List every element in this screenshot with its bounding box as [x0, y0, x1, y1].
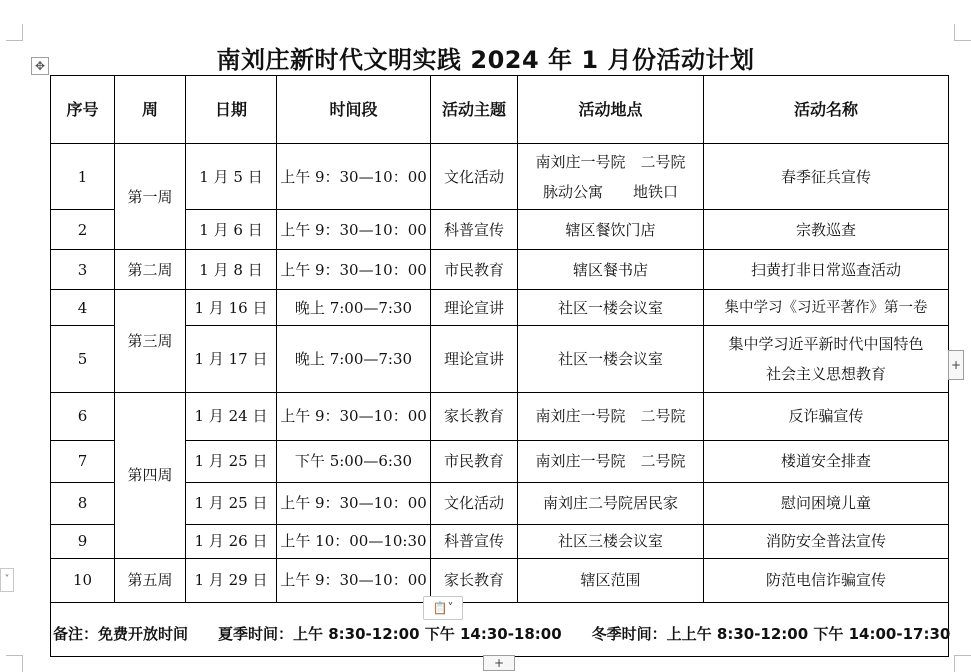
cell-date: 1 月 8 日: [186, 250, 277, 290]
table-row: [51, 524, 949, 558]
table-row: [51, 290, 949, 326]
cell-activity: 集中学习《习近平著作》第一卷: [704, 290, 949, 326]
paste-options-button[interactable]: [423, 596, 463, 620]
cell-theme: 理论宣讲: [431, 326, 518, 392]
crop-mark-top-left: [6, 24, 23, 41]
add-column-button[interactable]: [948, 350, 964, 380]
header-week: 周: [115, 76, 186, 144]
cell-date: 1 月 26 日: [186, 524, 277, 558]
cell-location: 南刘庄一号院 二号院: [518, 392, 704, 440]
cell-theme: 文化活动: [431, 482, 518, 524]
document-title: 南刘庄新时代文明实践 2024 年 1 月份活动计划: [216, 46, 755, 74]
cell-activity: 集中学习近平新时代中国特色 社会主义思想教育: [704, 326, 949, 392]
cell-location: 社区一楼会议室: [518, 290, 704, 326]
table-row: [51, 326, 949, 392]
cell-theme: 科普宣传: [431, 210, 518, 250]
cell-activity: 消防安全普法宣传: [704, 524, 949, 558]
table-row: [51, 558, 949, 602]
header-theme: 活动主题: [431, 76, 518, 144]
cell-date: 1 月 29 日: [186, 558, 277, 602]
cell-time: 晚上 7:00—7:30: [277, 290, 431, 326]
cell-date: 1 月 25 日: [186, 482, 277, 524]
cell-date: 1 月 24 日: [186, 392, 277, 440]
cell-time: 上午 9：30—10：00: [277, 144, 431, 210]
cell-index: 4: [51, 290, 115, 326]
cell-time: 上午 9：30—10：00: [277, 482, 431, 524]
cell-index: 6: [51, 392, 115, 440]
add-row-button[interactable]: [483, 655, 515, 671]
cell-location: 辖区餐书店: [518, 250, 704, 290]
cell-theme: 科普宣传: [431, 524, 518, 558]
cell-time: 下午 5:00—6:30: [277, 440, 431, 482]
cell-index: 1: [51, 144, 115, 210]
table-row: [51, 392, 949, 440]
cell-theme: 理论宣讲: [431, 290, 518, 326]
plus-icon: +: [950, 358, 962, 372]
plus-icon: +: [493, 656, 505, 670]
cell-time: 上午 9：30—10：00: [277, 392, 431, 440]
cell-week: 第五周: [115, 558, 186, 602]
cell-index: 2: [51, 210, 115, 250]
cell-theme: 市民教育: [431, 250, 518, 290]
cell-time: 上午 9：30—10：00: [277, 210, 431, 250]
crop-mark-top-right: [954, 24, 971, 41]
cell-location: 南刘庄二号院居民家: [518, 482, 704, 524]
cell-date: 1 月 25 日: [186, 440, 277, 482]
cell-activity: 春季征兵宣传: [704, 144, 949, 210]
cell-index: 8: [51, 482, 115, 524]
cell-activity: 楼道安全排查: [704, 440, 949, 482]
table-header-row: [51, 76, 949, 144]
cell-activity: 慰问困境儿童: [704, 482, 949, 524]
cell-theme: 市民教育: [431, 440, 518, 482]
crop-mark-bottom-right: [954, 655, 971, 672]
cell-activity: 防范电信诈骗宣传: [704, 558, 949, 602]
cell-theme: 家长教育: [431, 392, 518, 440]
table-row: [51, 482, 949, 524]
cell-week: 第三周: [115, 290, 186, 392]
move-icon: ✥: [34, 59, 46, 73]
cell-theme: 文化活动: [431, 144, 518, 210]
cell-location: 南刘庄一号院 二号院: [518, 440, 704, 482]
header-time: 时间段: [277, 76, 431, 144]
table-row: [51, 144, 949, 210]
cell-week: 第四周: [115, 392, 186, 558]
header-activity: 活动名称: [704, 76, 949, 144]
cell-week: 第二周: [115, 250, 186, 290]
cell-location: 辖区餐饮门店: [518, 210, 704, 250]
cell-time: 上午 10：00—10:30: [277, 524, 431, 558]
table-row: [51, 210, 949, 250]
cell-date: 1 月 6 日: [186, 210, 277, 250]
table-row: [51, 440, 949, 482]
cell-time: 晚上 7:00—7:30: [277, 326, 431, 392]
cell-week: 第一周: [115, 144, 186, 250]
activity-plan-table: [50, 75, 949, 657]
chevron-down-icon: ˅: [4, 574, 10, 585]
cell-activity: 反诈骗宣传: [704, 392, 949, 440]
chevron-down-icon: ˅: [447, 601, 454, 615]
cell-time: 上午 9：30—10：00: [277, 250, 431, 290]
left-margin-toggle[interactable]: [0, 568, 14, 592]
cell-location: 南刘庄一号院 二号院 脉动公寓 地铁口: [518, 144, 704, 210]
cell-date: 1 月 5 日: [186, 144, 277, 210]
table-note-row: [51, 602, 949, 656]
cell-index: 9: [51, 524, 115, 558]
cell-activity: 扫黄打非日常巡查活动: [704, 250, 949, 290]
cell-index: 10: [51, 558, 115, 602]
cell-index: 5: [51, 326, 115, 392]
cell-index: 7: [51, 440, 115, 482]
table-note: 备注：免费开放时间 夏季时间：上午 8:30-12:00 下午 14:30-18:00 冬季时间：上上午 8:30-12:00 下午 14:00-17:30: [51, 602, 949, 656]
cell-date: 1 月 16 日: [186, 290, 277, 326]
cell-time: 上午 9：30—10：00: [277, 558, 431, 602]
header-index: 序号: [51, 76, 115, 144]
cell-location: 社区一楼会议室: [518, 326, 704, 392]
cell-activity: 宗教巡查: [704, 210, 949, 250]
cell-date: 1 月 17 日: [186, 326, 277, 392]
cell-location: 辖区范围: [518, 558, 704, 602]
cell-location: 社区三楼会议室: [518, 524, 704, 558]
cell-index: 3: [51, 250, 115, 290]
table-row: [51, 250, 949, 290]
header-date: 日期: [186, 76, 277, 144]
paste-options-icon: 📋: [432, 601, 448, 615]
cell-theme: 家长教育: [431, 558, 518, 602]
header-location: 活动地点: [518, 76, 704, 144]
crop-mark-bottom-left: [6, 655, 23, 672]
table-move-handle[interactable]: [31, 57, 49, 75]
